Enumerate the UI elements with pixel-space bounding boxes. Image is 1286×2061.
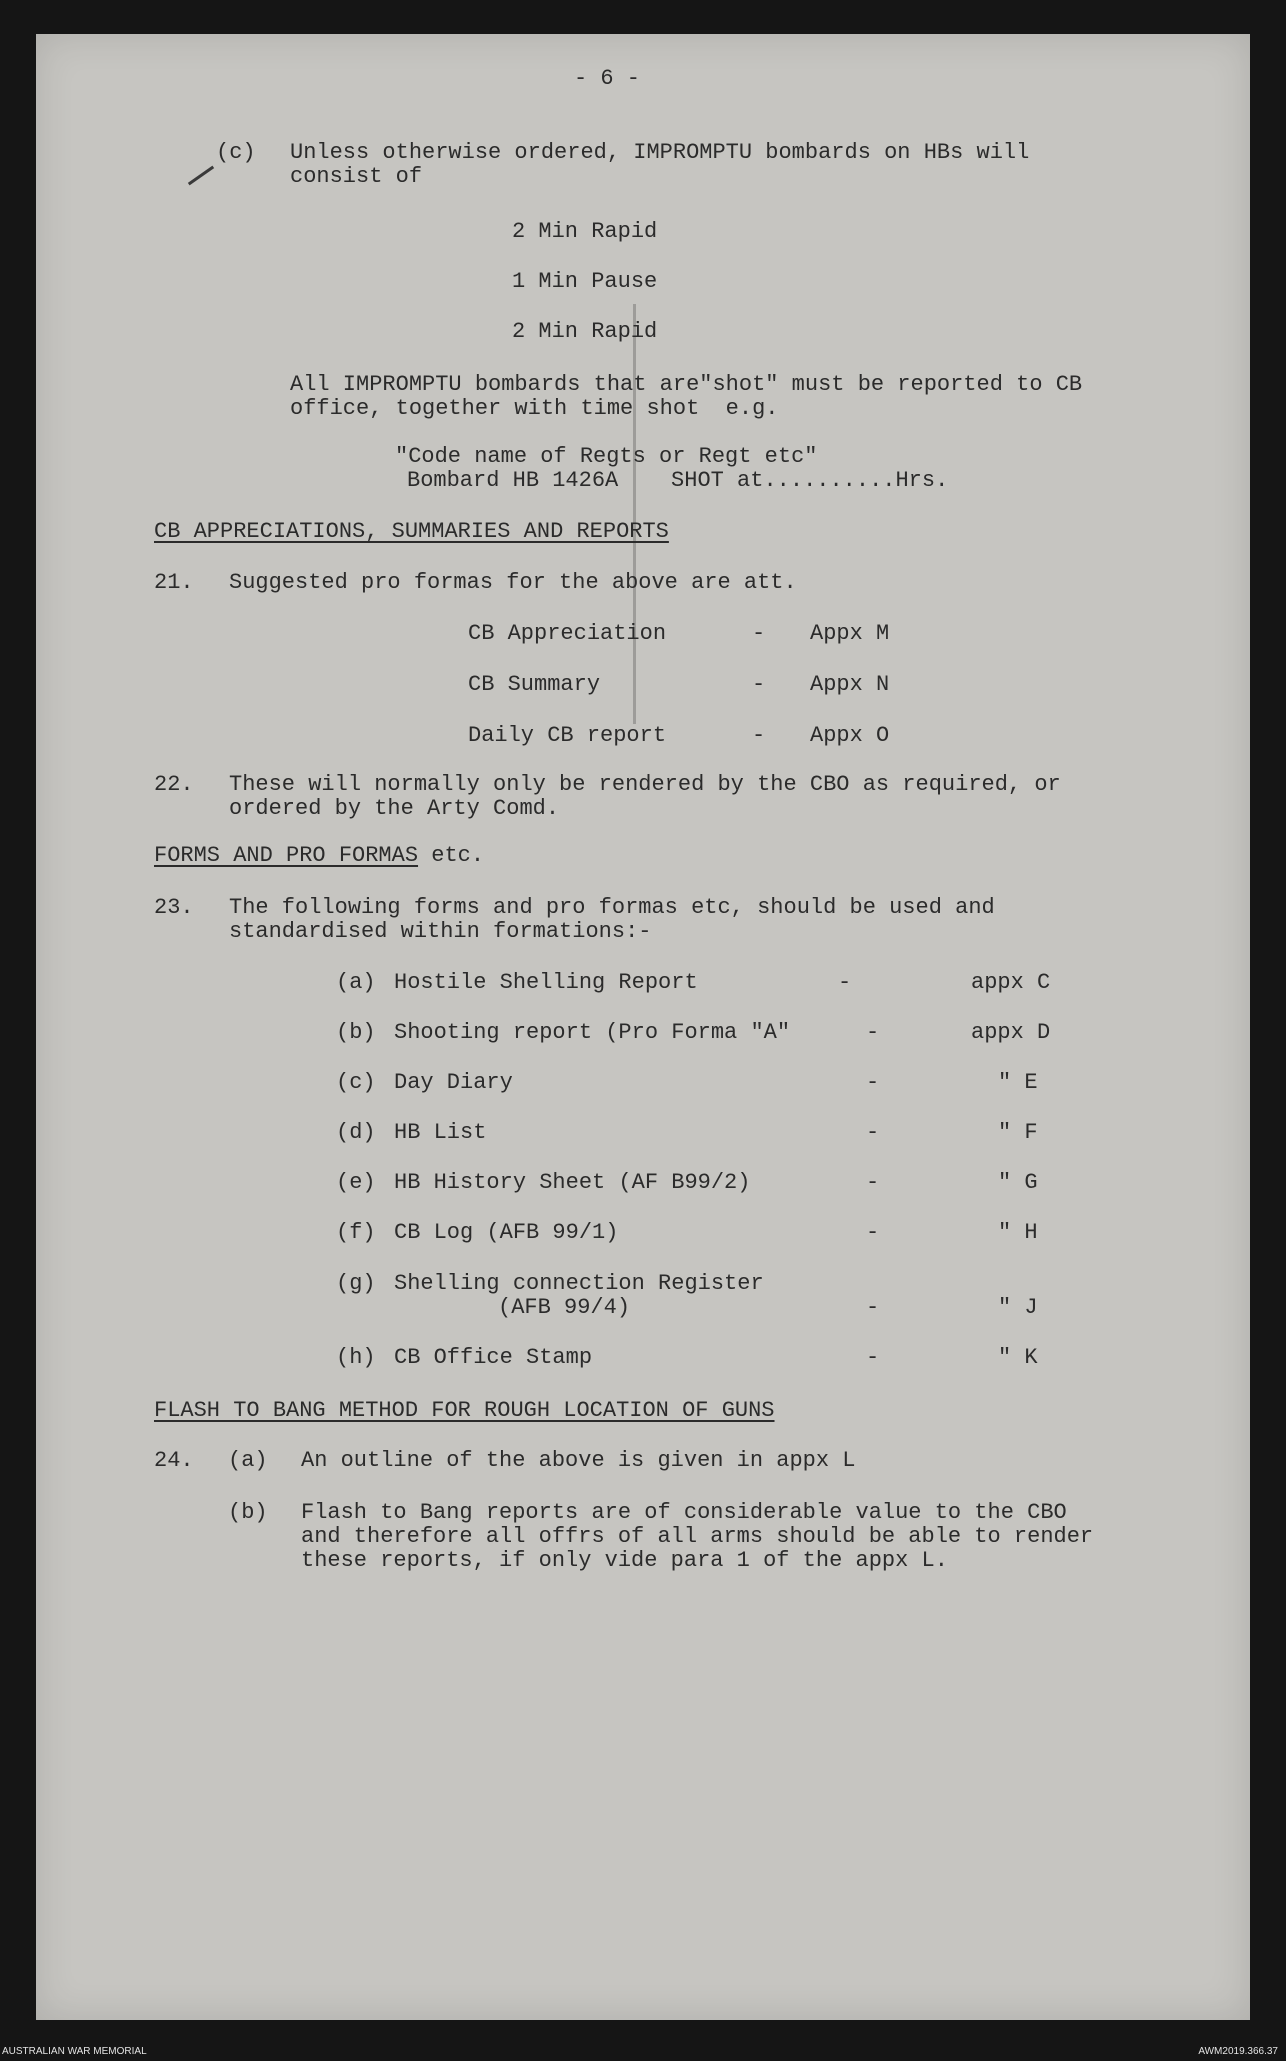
report-line2: office, together with time shot e.g. <box>290 396 779 421</box>
form-item-dash: - <box>866 1070 880 1095</box>
para24-b-label: (b) <box>228 1500 268 1525</box>
sequence-item: 2 Min Rapid <box>512 319 658 344</box>
para-c-label: (c) <box>216 140 256 165</box>
para21-number: 21. <box>154 570 194 595</box>
para22-line1: These will normally only be rendered by the CBO as required, or <box>229 772 1061 797</box>
form-item-dash: - <box>866 1170 880 1195</box>
para22-number: 22. <box>154 772 194 797</box>
heading-forms <box>154 843 484 868</box>
page-number: - 6 - <box>574 66 641 91</box>
form-item-appx: appx C <box>971 970 1051 995</box>
form-item-dash: - <box>838 970 852 995</box>
form-item-appx: " H <box>998 1220 1038 1245</box>
form-item-label: (g) <box>336 1271 376 1296</box>
cb-item-appx: Appx O <box>810 723 890 748</box>
form-item-label: (e) <box>336 1170 376 1195</box>
form-item-appx: " E <box>998 1070 1038 1095</box>
example-line2: Bombard HB 1426A SHOT at..........Hrs. <box>407 468 949 493</box>
cb-item-dash: - <box>752 621 766 646</box>
form-item-label: (d) <box>336 1120 376 1145</box>
footer-institution: AUSTRALIAN WAR MEMORIAL <box>2 2046 147 2057</box>
para24-b-line3: these reports, if only vide para 1 of the appx L. <box>301 1548 948 1573</box>
form-item-dash: - <box>866 1020 880 1045</box>
form-item-label: (f) <box>336 1220 376 1245</box>
form-item-name: CB Log (AFB 99/1) <box>394 1220 619 1245</box>
form-item-name-continued: (AFB 99/4) <box>498 1295 631 1320</box>
heading-forms-text: FORMS AND PRO FORMAS <box>154 843 419 868</box>
form-item-label: (a) <box>336 970 376 995</box>
form-item-appx: " F <box>998 1120 1038 1145</box>
form-item-name: Shooting report (Pro Forma "A" <box>394 1020 791 1045</box>
para-c-line2: consist of <box>290 164 423 189</box>
form-item-label: (c) <box>336 1070 376 1095</box>
heading-flash-to-bang: FLASH TO BANG METHOD FOR ROUGH LOCATION OF GUNS <box>154 1398 775 1423</box>
form-item-dash: - <box>866 1345 880 1370</box>
form-item-appx: appx D <box>971 1020 1051 1045</box>
para23-line1: The following forms and pro formas etc, should be used and <box>229 895 995 920</box>
cb-item-dash: - <box>752 723 766 748</box>
para21-text: Suggested pro formas for the above are att. <box>229 570 797 595</box>
para23-number: 23. <box>154 895 194 920</box>
form-item-name: HB History Sheet (AF B99/2) <box>394 1170 751 1195</box>
paper-fold-crease <box>633 304 636 724</box>
para24-b-line1: Flash to Bang reports are of considerable value to the CBO <box>301 1500 1067 1525</box>
footer-accession-number: AWM2019.366.37 <box>1198 2046 1278 2057</box>
para24-number: 24. <box>154 1448 194 1473</box>
document-page <box>36 34 1250 2020</box>
para23-line2: standardised within formations:- <box>229 919 652 944</box>
sequence-item: 2 Min Rapid <box>512 219 658 244</box>
form-item-dash: - <box>866 1295 880 1320</box>
pen-mark <box>188 166 214 186</box>
example-line1: "Code name of Regts or Regt etc" <box>395 444 818 469</box>
form-item-name: Shelling connection Register <box>394 1271 764 1296</box>
form-item-name: Hostile Shelling Report <box>394 970 698 995</box>
cb-item-name: CB Appreciation <box>468 621 667 646</box>
cb-item-name: CB Summary <box>468 672 601 697</box>
sequence-item: 1 Min Pause <box>512 269 658 294</box>
form-item-appx: " K <box>998 1345 1038 1370</box>
heading-forms-suffix: etc. <box>418 843 485 868</box>
form-item-label: (h) <box>336 1345 376 1370</box>
cb-item-name: Daily CB report <box>468 723 667 748</box>
para24-a-text: An outline of the above is given in appx L <box>301 1448 856 1473</box>
cb-item-appx: Appx N <box>810 672 890 697</box>
para-c-line1: Unless otherwise ordered, IMPROMPTU bombards on HBs will <box>290 140 1030 165</box>
form-item-appx: " J <box>998 1295 1038 1320</box>
form-item-dash: - <box>866 1120 880 1145</box>
form-item-label: (b) <box>336 1020 376 1045</box>
form-item-appx: " G <box>998 1170 1038 1195</box>
form-item-name: Day Diary <box>394 1070 513 1095</box>
cb-item-dash: - <box>752 672 766 697</box>
report-line1: All IMPROMPTU bombards that are"shot" must be reported to CB <box>290 372 1083 397</box>
para24-a-label: (a) <box>228 1448 268 1473</box>
para22-line2: ordered by the Arty Comd. <box>229 796 560 821</box>
heading-cb-appreciations: CB APPRECIATIONS, SUMMARIES AND REPORTS <box>154 519 669 544</box>
form-item-dash: - <box>866 1220 880 1245</box>
form-item-name: CB Office Stamp <box>394 1345 593 1370</box>
para24-b-line2: and therefore all offrs of all arms should be able to render <box>301 1524 1094 1549</box>
form-item-name: HB List <box>394 1120 487 1145</box>
cb-item-appx: Appx M <box>810 621 890 646</box>
